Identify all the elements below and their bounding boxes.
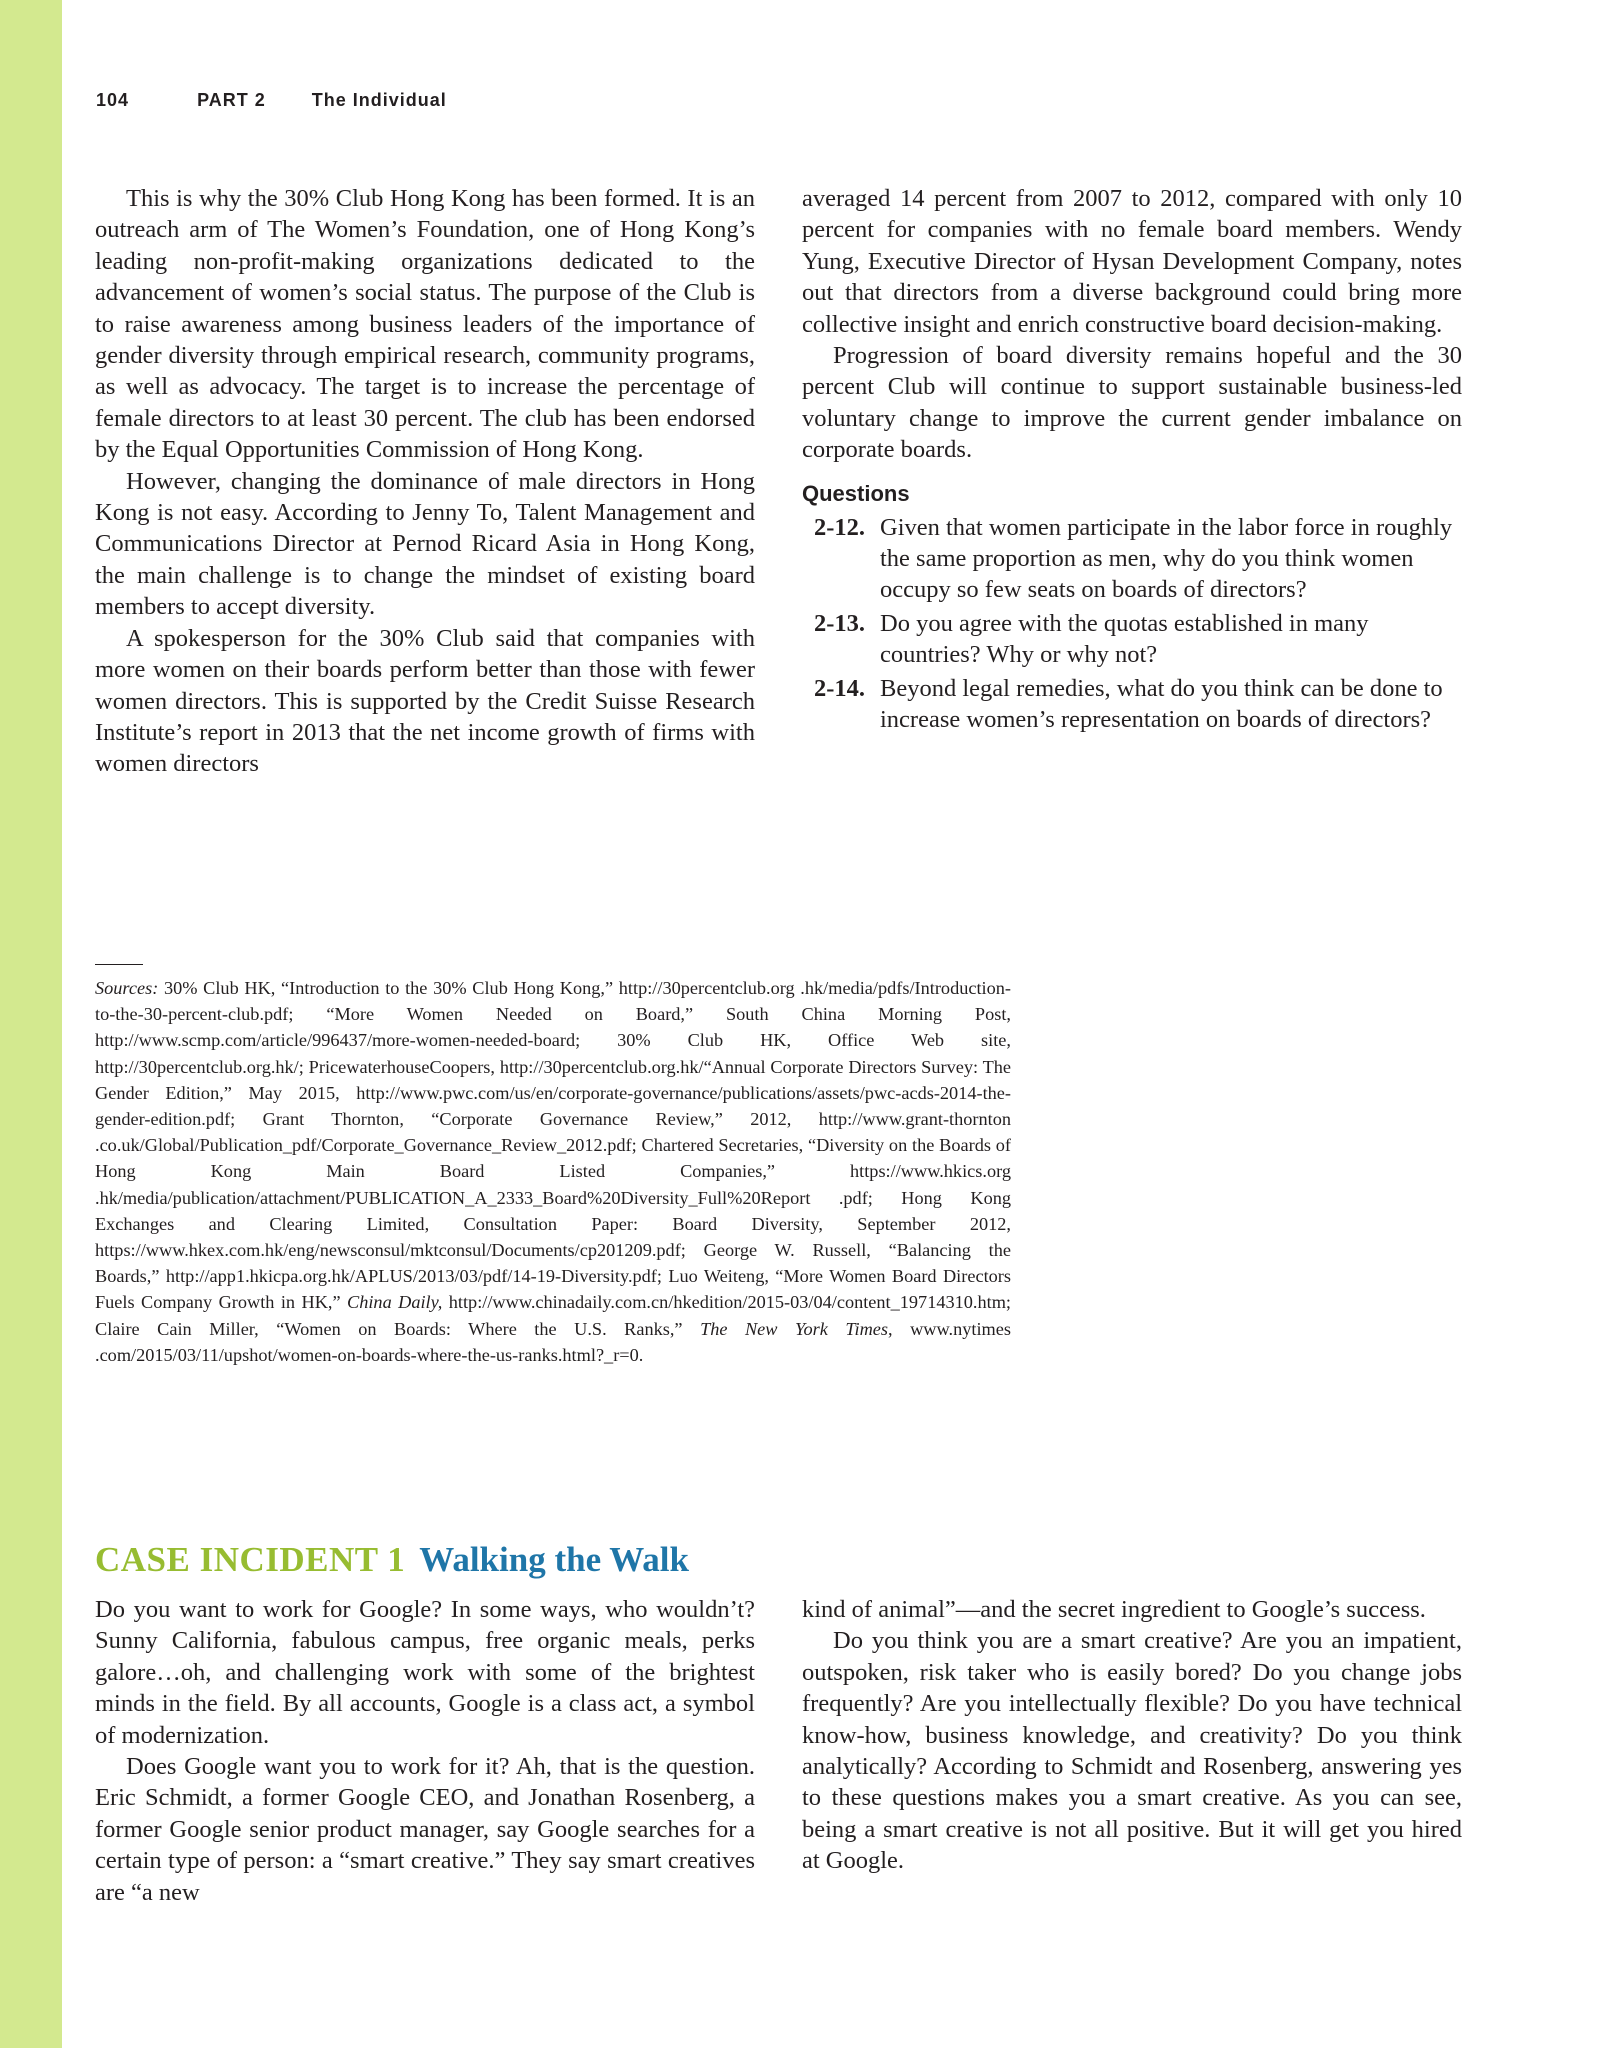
question-text: Given that women participate in the labor force in roughly the same proportion as men, why do you think women occupy so few seats on boards of directors? <box>880 513 1453 604</box>
paragraph: However, changing the dominance of male directors in Hong Kong is not easy. According to Jenny To, Talent Management and Communications Director at Pernod Ricard Asia in Hong Kong, the main challenge is to change the mindset of existing board members to accept diversity. <box>95 467 755 621</box>
paragraph: This is why the 30% Club Hong Kong has been formed. It is an outreach arm of The Women’s Foundation, one of Hong Kong’s leading non-profit-making organizations dedicated to the advancement of women’s social status. The purpose of the Club is to raise awareness among business leaders of the importance of gender diversity through empirical research, community programs, as well as advocacy. The target is to increase the percentage of female directors to at least 30 percent. The club has been endorsed by the Equal Opportunities Commission of Hong Kong. <box>95 185 755 464</box>
question-text: Beyond legal remedies, what do you think can be done to increase women’s representation on boards of directors? <box>880 674 1443 734</box>
case-incident-title: Walking the Walk <box>419 1540 689 1579</box>
sources-label: Sources: <box>95 978 159 998</box>
paragraph: averaged 14 percent from 2007 to 2012, compared with only 10 percent for companies with no female board members. Wendy Yung, Executive Director of Hysan Development Company, notes out that directors from a diverse background could bring more collective insight and enrich constructive board decision-making. <box>802 185 1462 338</box>
sources-text: , www.nytimes .com/2015/03/11/upshot/women-on-boards-where-the-us-ranks.html?_r=0. <box>95 1318 1011 1365</box>
question-item <box>814 673 1462 736</box>
part-title: The Individual <box>311 90 447 110</box>
paragraph: Does Google want you to work for it? Ah, that is the question. Eric Schmidt, a former Google CEO, and Jonathan Rosenberg, a former Google senior product manager, say Google searches for a certain type of person: a “smart creative.” They say smart creatives are “a new <box>95 1753 755 1906</box>
question-number: 2-14. <box>814 674 866 702</box>
case-left-column <box>95 1594 755 1908</box>
sources-text: http://www.chinadaily.com.cn/hkedition/2015-03/04/content_19714310.htm; Claire Cain Miller, “Women on Boards: Where the U.S. Ranks,” <box>95 1292 1011 1339</box>
sources-text: 30% Club HK, “Introduction to the 30% Club Hong Kong,” http://30percentclub.org .hk/media/pdfs/Introduction-to-the-30-percent-club.pdf; “More Women Needed on Board,” South China Morning Post, http://www.scmp.com/article/996437/more-women-needed-board; 30% Club HK, Office Web site, http://30percentclub.org.hk/; PricewaterhouseCoopers, http://30percentclub.org.hk/“Annual Corporate Directors Survey: The Gender Edition,” May 2015, http://www.pwc.com/us/en/corporate-governance/publications/assets/pwc-acds-2014-the-gender-edition.pdf; Grant Thornton, “Corporate Governance Review,” 2012, http://www.grant-thornton .co.uk/Global/Publication_pdf/Corporate_Governance_Review_2012.pdf; Chartered Secretaries, “Diversity on the Boards of Hong Kong Main Board Listed Companies,” https://www.hkics.org .hk/media/publication/attachment/PUBLICATION_A_2333_Board%20Diversity_Full%20Report .pdf; Hong Kong Exchanges and Clearing Limited, Consultation Paper: Board Diversity, September 2012, https://www.hkex.com.hk/eng/newsconsul/mktconsul/Documents/cp201209.pdf; George W. Russell, “Balancing the Boards,” http://app1.hkicpa.org.hk/APLUS/2013/03/pdf/14-19-Diversity.pdf; Luo Weiteng, “More Women Board Directors Fuels Company Growth in HK,” <box>95 978 1011 1313</box>
case-right-column <box>802 1594 1462 1877</box>
questions-heading: Questions <box>802 480 910 506</box>
paragraph: A spokesperson for the 30% Club said that companies with more women on their boards perform better than those with fewer women directors. This is supported by the Credit Suisse Research Institute’s report in 2013 that the net income growth of firms with women directors <box>95 624 755 778</box>
question-text: Do you agree with the quotas established in many countries? Why or why not? <box>880 609 1369 669</box>
page-number: 104 <box>96 90 130 110</box>
margin-color-bar <box>0 0 62 2048</box>
footnote-divider <box>95 964 143 965</box>
question-item <box>814 608 1462 671</box>
question-number: 2-13. <box>814 609 866 637</box>
questions-list <box>802 512 1462 736</box>
part-label: PART 2 <box>197 90 266 110</box>
paragraph: Do you think you are a smart creative? Are you an impatient, outspoken, risk taker who is easily bored? Do you change jobs frequently? Are you intellectually flexible? Do you have technical know-how, business knowledge, and creativity? Do you think analytically? According to Schmidt and Rosenberg, answering yes to these questions makes you a smart creative. As you can see, being a smart creative is not all positive. But it will get you hired at Google. <box>802 1627 1462 1875</box>
paragraph: kind of animal”—and the secret ingredient to Google’s success. <box>802 1596 1426 1623</box>
case-incident-label: CASE INCIDENT 1 <box>95 1540 406 1579</box>
paragraph: Progression of board diversity remains hopeful and the 30 percent Club will continue to support sustainable business-led voluntary change to improve the current gender imbalance on corporate boards. <box>802 342 1462 464</box>
question-number: 2-12. <box>814 513 866 541</box>
question-item <box>814 512 1462 606</box>
sources-publication: The New York Times <box>700 1318 889 1339</box>
case-incident-heading <box>95 1538 689 1582</box>
sources-publication: China Daily, <box>347 1292 443 1313</box>
upper-left-column <box>95 183 755 780</box>
running-header <box>96 90 447 111</box>
upper-right-column <box>802 183 1462 738</box>
sources-footnote <box>95 975 1011 1368</box>
paragraph: Do you want to work for Google? In some ways, who wouldn’t? Sunny California, fabulous campus, free organic meals, perks galore…oh, and challenging work with some of the brightest minds in the field. By all accounts, Google is a class act, a symbol of modernization. <box>95 1596 755 1749</box>
